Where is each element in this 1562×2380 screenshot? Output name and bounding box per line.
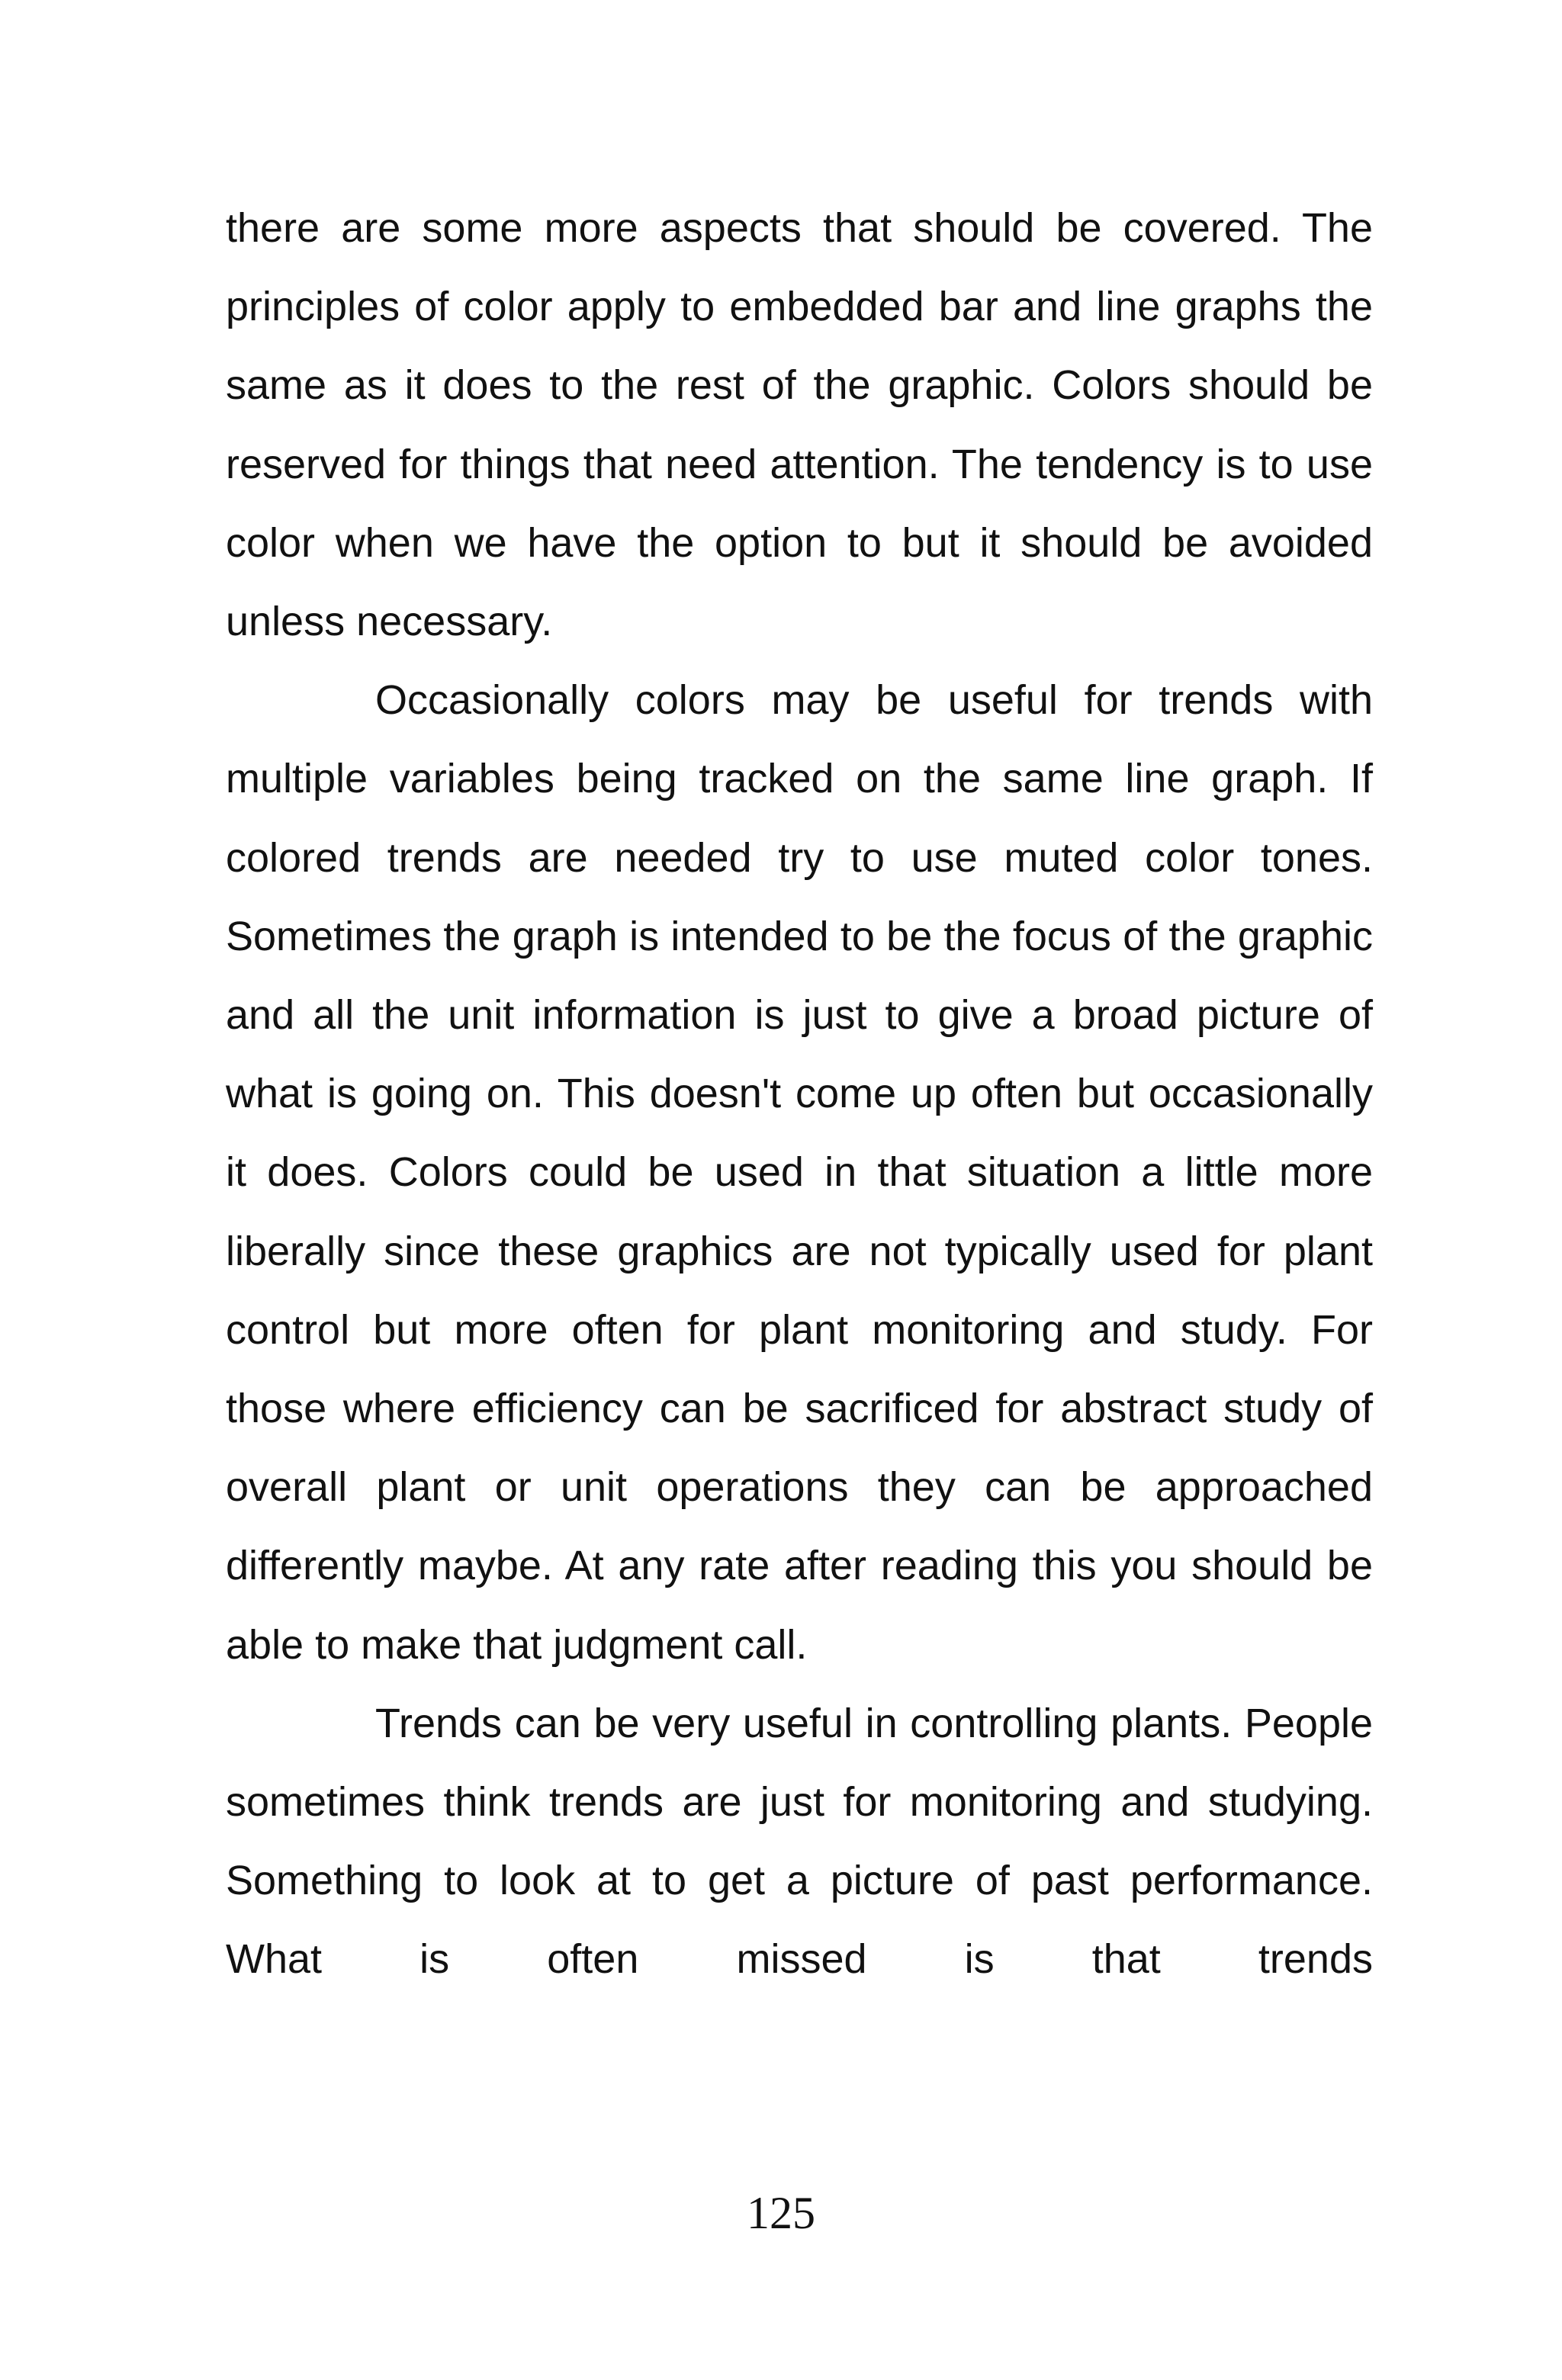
paragraph-2: Occasionally colors may be useful for trends with multiple variables being tracked on the same line graph. If colored trends are needed try to use muted color tones. Sometimes the graph is intended to be the focus of the graphic and all the unit information is just to give a broad picture of what is going on. This doesn't come up often but occasionally it does. Colors could be used in that situation a little more liberally since these graphics are not typically used for plant control but more often for plant monitoring and study. For those where efficiency can be sacrificed for abstract study of overall plant or unit operations they can be approached differently maybe. At any rate after reading this you should be able to make that judgment call. <box>226 677 1373 1668</box>
body-text <box>226 189 1373 1999</box>
page-number: 125 <box>747 2188 815 2238</box>
paragraph-3: Trends can be very useful in controlling plants. People sometimes think trends are just for monitoring and studying. Something to look at to get a picture of past performance. What is often missed is that trends <box>226 1700 1373 1983</box>
paragraph-1: there are some more aspects that should be covered. The principles of color apply to embedded bar and line graphs the same as it does to the rest of the graphic. Colors should be reserved for things that need attention. The tendency is to use color when we have the option to but it should be avoided unless necessary. <box>226 205 1373 645</box>
